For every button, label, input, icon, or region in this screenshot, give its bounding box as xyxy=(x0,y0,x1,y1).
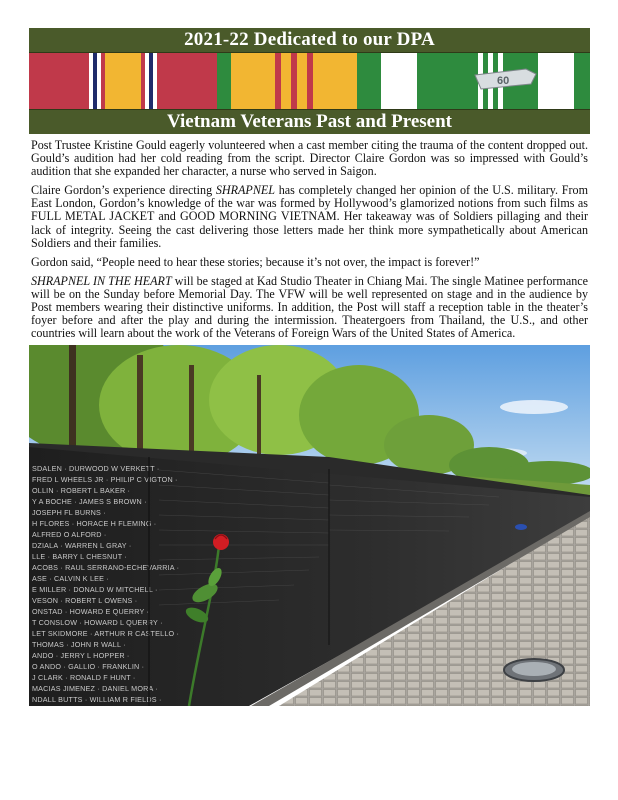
memorial-wall-photo xyxy=(29,345,590,706)
wall-name-line: OLLIN · ROBERT L BAKER · xyxy=(32,486,131,495)
wall-name-line: MACIAS JIMENEZ · DANIEL MORA · xyxy=(32,684,158,693)
wall-name-line: FRED L WHEELS JR · PHILIP C VIGTON · xyxy=(32,475,178,484)
wall-name-line: ANDO · JERRY L HOPPER · xyxy=(32,651,130,660)
wall-name-line: ACOBS · RAUL SERRANO-ECHEVARRIA · xyxy=(32,563,180,572)
wall-name-line: JOSEPH FL BURNS · xyxy=(32,508,106,517)
wall-name-line: T CONSLOW · HOWARD L QUERRY · xyxy=(32,618,163,627)
shrapnel-title: SHRAPNEL xyxy=(215,183,275,198)
wall-name-line: H FLORES · HORACE H FLEMING · xyxy=(32,519,157,528)
banner-subtitle: Vietnam Veterans Past and Present xyxy=(167,111,452,132)
wall-name-line: O ANDO · GALLIO · FRANKLIN · xyxy=(32,662,145,671)
service-ribbons-image xyxy=(29,53,590,109)
wall-name-line: DZIALA · WARREN L GRAY · xyxy=(32,541,132,550)
wall-name-line: ONSTAD · HOWARD E QUERRY · xyxy=(32,607,150,616)
ribbon-vietnam-service xyxy=(217,53,371,109)
wall-name-line: VESON · ROBERT L OWENS · xyxy=(32,596,138,605)
paragraph-2 xyxy=(31,184,588,249)
banner-title-bar xyxy=(29,28,590,53)
paragraph-2-lead: Claire Gordon’s experience directing xyxy=(31,183,216,198)
wall-name-line: ALFRED O ALFORD · xyxy=(32,530,107,539)
ribbon-rvn-campaign xyxy=(371,53,590,109)
header-banner xyxy=(29,28,590,132)
wall-name-line: SDALEN · DURWOOD W VERKETT · xyxy=(32,464,160,473)
wall-name-line: Y A BOCHE · JAMES S BROWN · xyxy=(32,497,147,506)
ribbon-device-label: 60 xyxy=(497,75,510,87)
banner-subtitle-bar xyxy=(29,109,590,134)
wall-name-line: J CLARK · RONALD F HUNT · xyxy=(32,673,136,682)
ribbon-national-defense xyxy=(29,53,217,109)
paragraph-4-rest: will be staged at Kad Studio Theater in Chiang Mai. The single Matinee performance will be on the Sunday before Memorial Day. The VFW will be well represented on stage and in the audience by Post members wearing their distinctive uniforms. In addition, the Post will staff a reception table in the theater’s foyer before and after the play and during the intermission. Theatergoers from Thailand, the U.S., and other countries will learn about the work of the Veterans of Foreign Wars of the United States of America. xyxy=(31,273,588,341)
wall-name-line: LET SKIDMORE · ARTHUR R CASTELLO · xyxy=(32,629,180,638)
wall-name-line: LLE · BARRY L CHESNUT · xyxy=(32,552,128,561)
wall-name-line: NDALL BUTTS · WILLIAM R FIELDS · xyxy=(32,695,162,704)
play-title: SHRAPNEL IN THE HEART xyxy=(31,273,172,288)
banner-title: 2021-22 Dedicated to our DPA xyxy=(184,29,435,50)
paragraph-1: Post Trustee Kristine Gould eagerly volunteered when a cast member citing the trauma of the content dropped out. Gould’s audition had her cold reading from the script. Director Claire Gordon was so impressed with Gould’s audition that she expanded her character, a nurse who served in Saigon. xyxy=(31,138,588,179)
paragraph-3-quote: Gordon said, “People need to hear these stories; because it’s not over, the impact is forever!” xyxy=(31,254,480,269)
article-body xyxy=(31,139,588,346)
wall-name-line: THOMAS · JOHN R WALL · xyxy=(32,640,126,649)
wall-name-line: ASE · CALVIN K LEE · xyxy=(32,574,109,583)
paragraph-2-rest: has completely changed her opinion of the U.S. military. From East London, Gordon’s knowledge of the war was formed by Hollywood’s glamorized notions from such films as FULL METAL JACKET and GOOD MORNING VIETNAM. Her takeaway was of Soldiers pillaging and their lack of integrity. Seeing the cast delivering those letters made her think more sympathetically about American Soldiers and their families. xyxy=(31,183,588,250)
paragraph-4 xyxy=(31,275,588,340)
wall-name-line: E MILLER · DONALD W MITCHELL · xyxy=(32,585,158,594)
